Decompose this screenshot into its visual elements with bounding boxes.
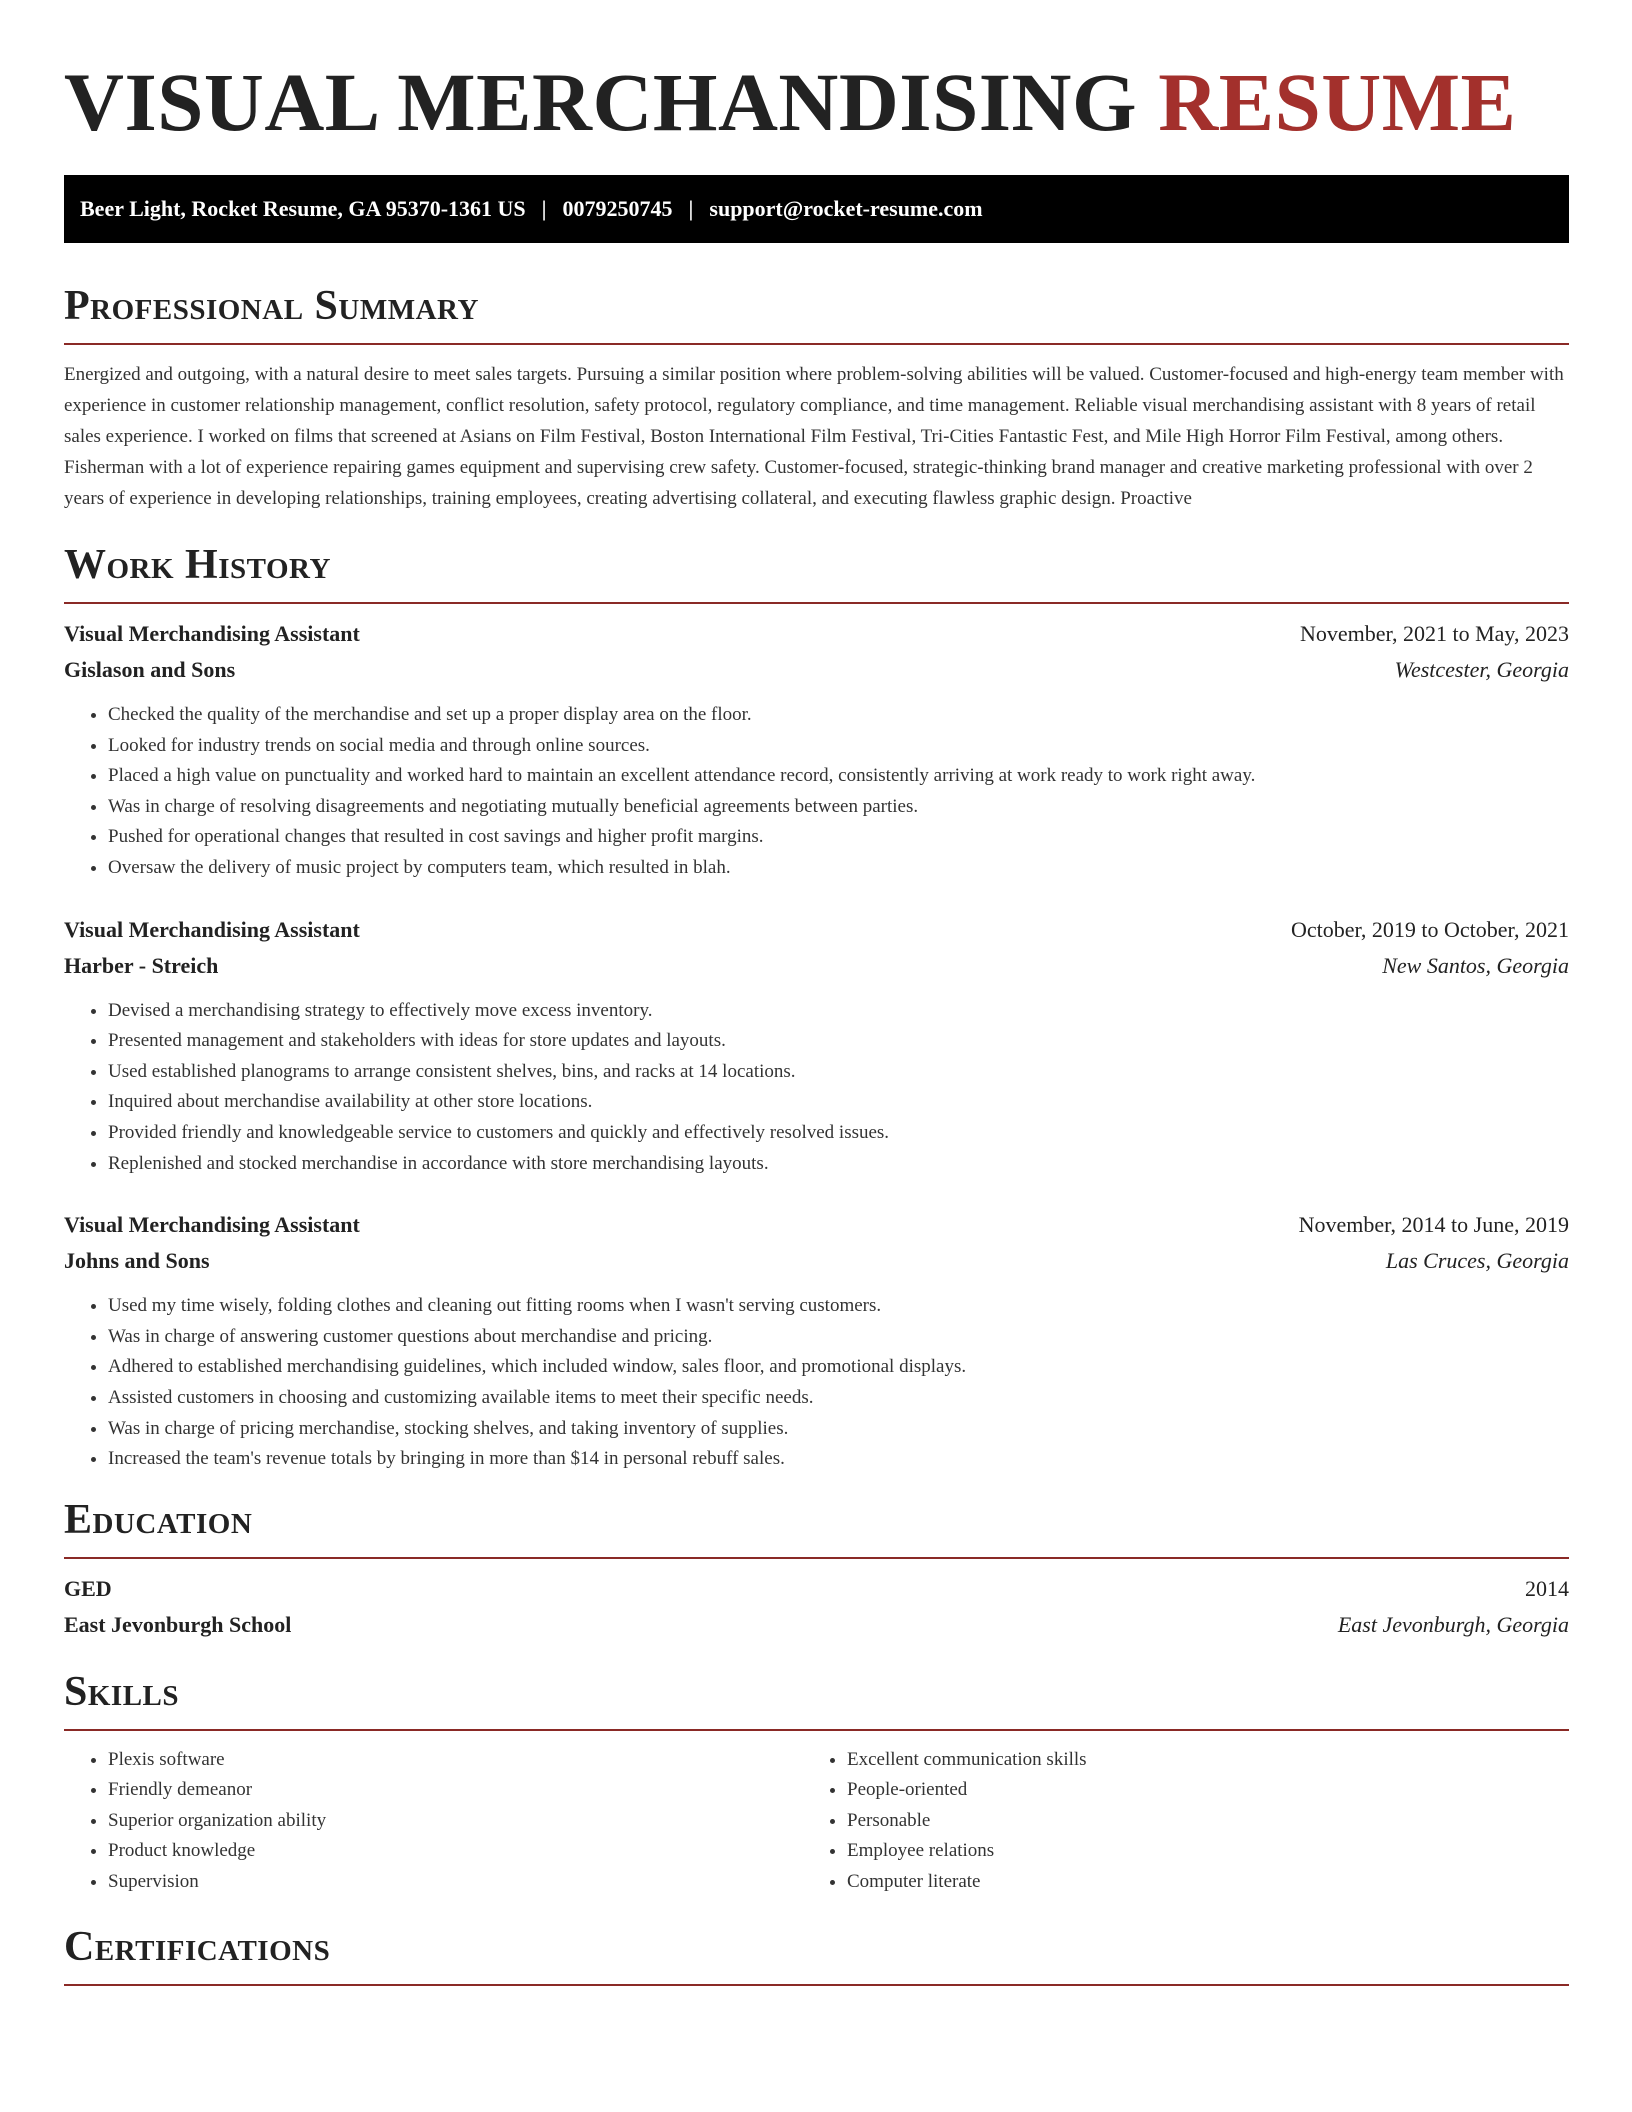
resume-title	[64, 52, 1569, 152]
job-company-row	[64, 948, 1569, 984]
list-item: • Used my time wisely, folding clothes and cleaning out fitting rooms when I wasn't serving customers.	[108, 1291, 1569, 1322]
skill-item: • Superior organization ability	[108, 1806, 803, 1837]
job-company: Johns and Sons	[64, 1248, 210, 1274]
list-item: • Checked the quality of the merchandise and set up a proper display area on the floor.	[108, 700, 1569, 731]
skills-columns	[64, 1745, 1569, 1898]
job-company-row	[64, 652, 1569, 688]
section-divider	[64, 343, 1569, 345]
job-entry	[64, 912, 1569, 1180]
skills-list-right	[803, 1745, 1542, 1898]
list-item: • Pushed for operational changes that resulted in cost savings and higher profit margins.	[108, 822, 1569, 853]
list-item: • Was in charge of answering customer questions about merchandise and pricing.	[108, 1322, 1569, 1353]
section-divider	[64, 1984, 1569, 1986]
work-history-section	[64, 540, 1569, 1475]
summary-text: Energized and outgoing, with a natural desire to meet sales targets. Pursuing a similar position where problem-solving abilities will be valued. Customer-focused and high-energy team member with experience in customer relationship management, conflict resolution, safety protocol, regulatory compliance, and time management. Reliable visual merchandising assistant with 8 years of retail sales experience. I worked on films that screened at Asians on Film Festival, Boston International Film Festival, Tri-Cities Fantastic Fest, and Mile High Horror Film Festival, among others. Fisherman with a lot of experience repairing games equipment and supervising crew safety. Customer-focused, strategic-thinking brand manager and creative marketing professional with over 2 years of experience in developing relationships, training employees, creating advertising collateral, and executing flawless graphic design. Proactive	[64, 364, 1564, 509]
list-item: • Adhered to established merchandising guidelines, which included window, sales floor, and promotional displays.	[108, 1352, 1569, 1383]
job-location: New Santos, Georgia	[1382, 952, 1569, 978]
skill-item: • Employee relations	[847, 1836, 1542, 1867]
contact-bar	[64, 175, 1569, 243]
job-entry	[64, 616, 1569, 884]
skill-item: • Excellent communication skills	[847, 1745, 1542, 1776]
section-heading-education: Education	[64, 1496, 253, 1543]
education-degree-row	[64, 1571, 1569, 1607]
job-header-row	[64, 912, 1569, 948]
list-item: • Used established planograms to arrange consistent shelves, bins, and racks at 14 locations.	[108, 1057, 1569, 1088]
contact-address: Beer Light, Rocket Resume, GA 95370-1361 US	[80, 196, 526, 221]
section-divider	[64, 602, 1569, 604]
skills-section	[64, 1667, 1569, 1898]
job-title: Visual Merchandising Assistant	[64, 1212, 360, 1238]
section-heading-summary: Professional Summary	[64, 283, 479, 329]
education-school: East Jevonburgh School	[64, 1611, 292, 1637]
list-item: • Inquired about merchandise availability at other store locations.	[108, 1087, 1569, 1118]
list-item: • Was in charge of resolving disagreements and negotiating mutually beneficial agreements between parties.	[108, 792, 1569, 823]
job-title: Visual Merchandising Assistant	[64, 916, 360, 942]
education-location: East Jevonburgh, Georgia	[1337, 1611, 1569, 1637]
list-item: • Devised a merchandising strategy to effectively move excess inventory.	[108, 996, 1569, 1027]
job-company-row	[64, 1243, 1569, 1279]
job-location: Westcester, Georgia	[1394, 657, 1569, 682]
contact-separator: |	[688, 196, 694, 221]
list-item: • Was in charge of pricing merchandise, stocking shelves, and taking inventory of supplies.	[108, 1414, 1569, 1445]
section-heading-certifications: Certifications	[64, 1923, 331, 1970]
section-heading-work-history: Work History	[64, 542, 331, 588]
skill-item: • Computer literate	[847, 1867, 1542, 1898]
job-entry	[64, 1207, 1569, 1475]
list-item: • Presented management and stakeholders with ideas for store updates and layouts.	[108, 1026, 1569, 1057]
job-bullets	[64, 700, 1569, 884]
education-degree: GED	[64, 1575, 112, 1601]
list-item: • Replenished and stocked merchandise in accordance with store merchandising layouts.	[108, 1149, 1569, 1180]
list-item: • Increased the team's revenue totals by bringing in more than $14 in personal rebuff sales.	[108, 1444, 1569, 1475]
job-location: Las Cruces, Georgia	[1385, 1248, 1569, 1274]
skill-item: • Plexis software	[108, 1745, 803, 1776]
contact-phone: 0079250745	[562, 196, 673, 221]
list-item: • Oversaw the delivery of music project by computers team, which resulted in blah.	[108, 853, 1569, 884]
job-header-row	[64, 616, 1569, 652]
section-divider	[64, 1557, 1569, 1559]
list-item: • Placed a high value on punctuality and worked hard to maintain an excellent attendance record, consistently arriving at work ready to work right away.	[108, 761, 1569, 792]
list-item: • Provided friendly and knowledgeable service to customers and quickly and effectively resolved issues.	[108, 1118, 1569, 1149]
skill-item: • Product knowledge	[108, 1836, 803, 1867]
section-heading-skills: Skills	[64, 1668, 180, 1715]
job-dates: November, 2021 to May, 2023	[1300, 621, 1569, 646]
job-bullets	[64, 1291, 1569, 1475]
section-divider	[64, 1729, 1569, 1731]
job-dates: October, 2019 to October, 2021	[1290, 916, 1569, 942]
skill-item: • Supervision	[108, 1867, 803, 1898]
job-bullets	[64, 996, 1569, 1180]
contact-email[interactable]: support@rocket-resume.com	[709, 196, 983, 221]
education-school-row	[64, 1607, 1569, 1643]
job-company: Gislason and Sons	[64, 657, 236, 682]
job-title: Visual Merchandising Assistant	[64, 621, 360, 646]
list-item: • Looked for industry trends on social media and through online sources.	[108, 731, 1569, 762]
summary-section	[64, 281, 1569, 514]
skill-item: • People-oriented	[847, 1775, 1542, 1806]
job-dates: November, 2014 to June, 2019	[1298, 1212, 1569, 1238]
contact-separator: |	[541, 196, 547, 221]
education-section	[64, 1495, 1569, 1643]
skills-list-left	[64, 1745, 803, 1898]
skill-item: • Friendly demeanor	[108, 1775, 803, 1806]
education-year: 2014	[1525, 1575, 1569, 1601]
certifications-section	[64, 1922, 1569, 1986]
job-company: Harber - Streich	[64, 952, 219, 978]
job-header-row	[64, 1207, 1569, 1243]
title-main: VISUAL MERCHANDISING	[64, 56, 1138, 148]
title-accent: RESUME	[1158, 56, 1517, 148]
skill-item: • Personable	[847, 1806, 1542, 1837]
list-item: • Assisted customers in choosing and customizing available items to meet their specific needs.	[108, 1383, 1569, 1414]
